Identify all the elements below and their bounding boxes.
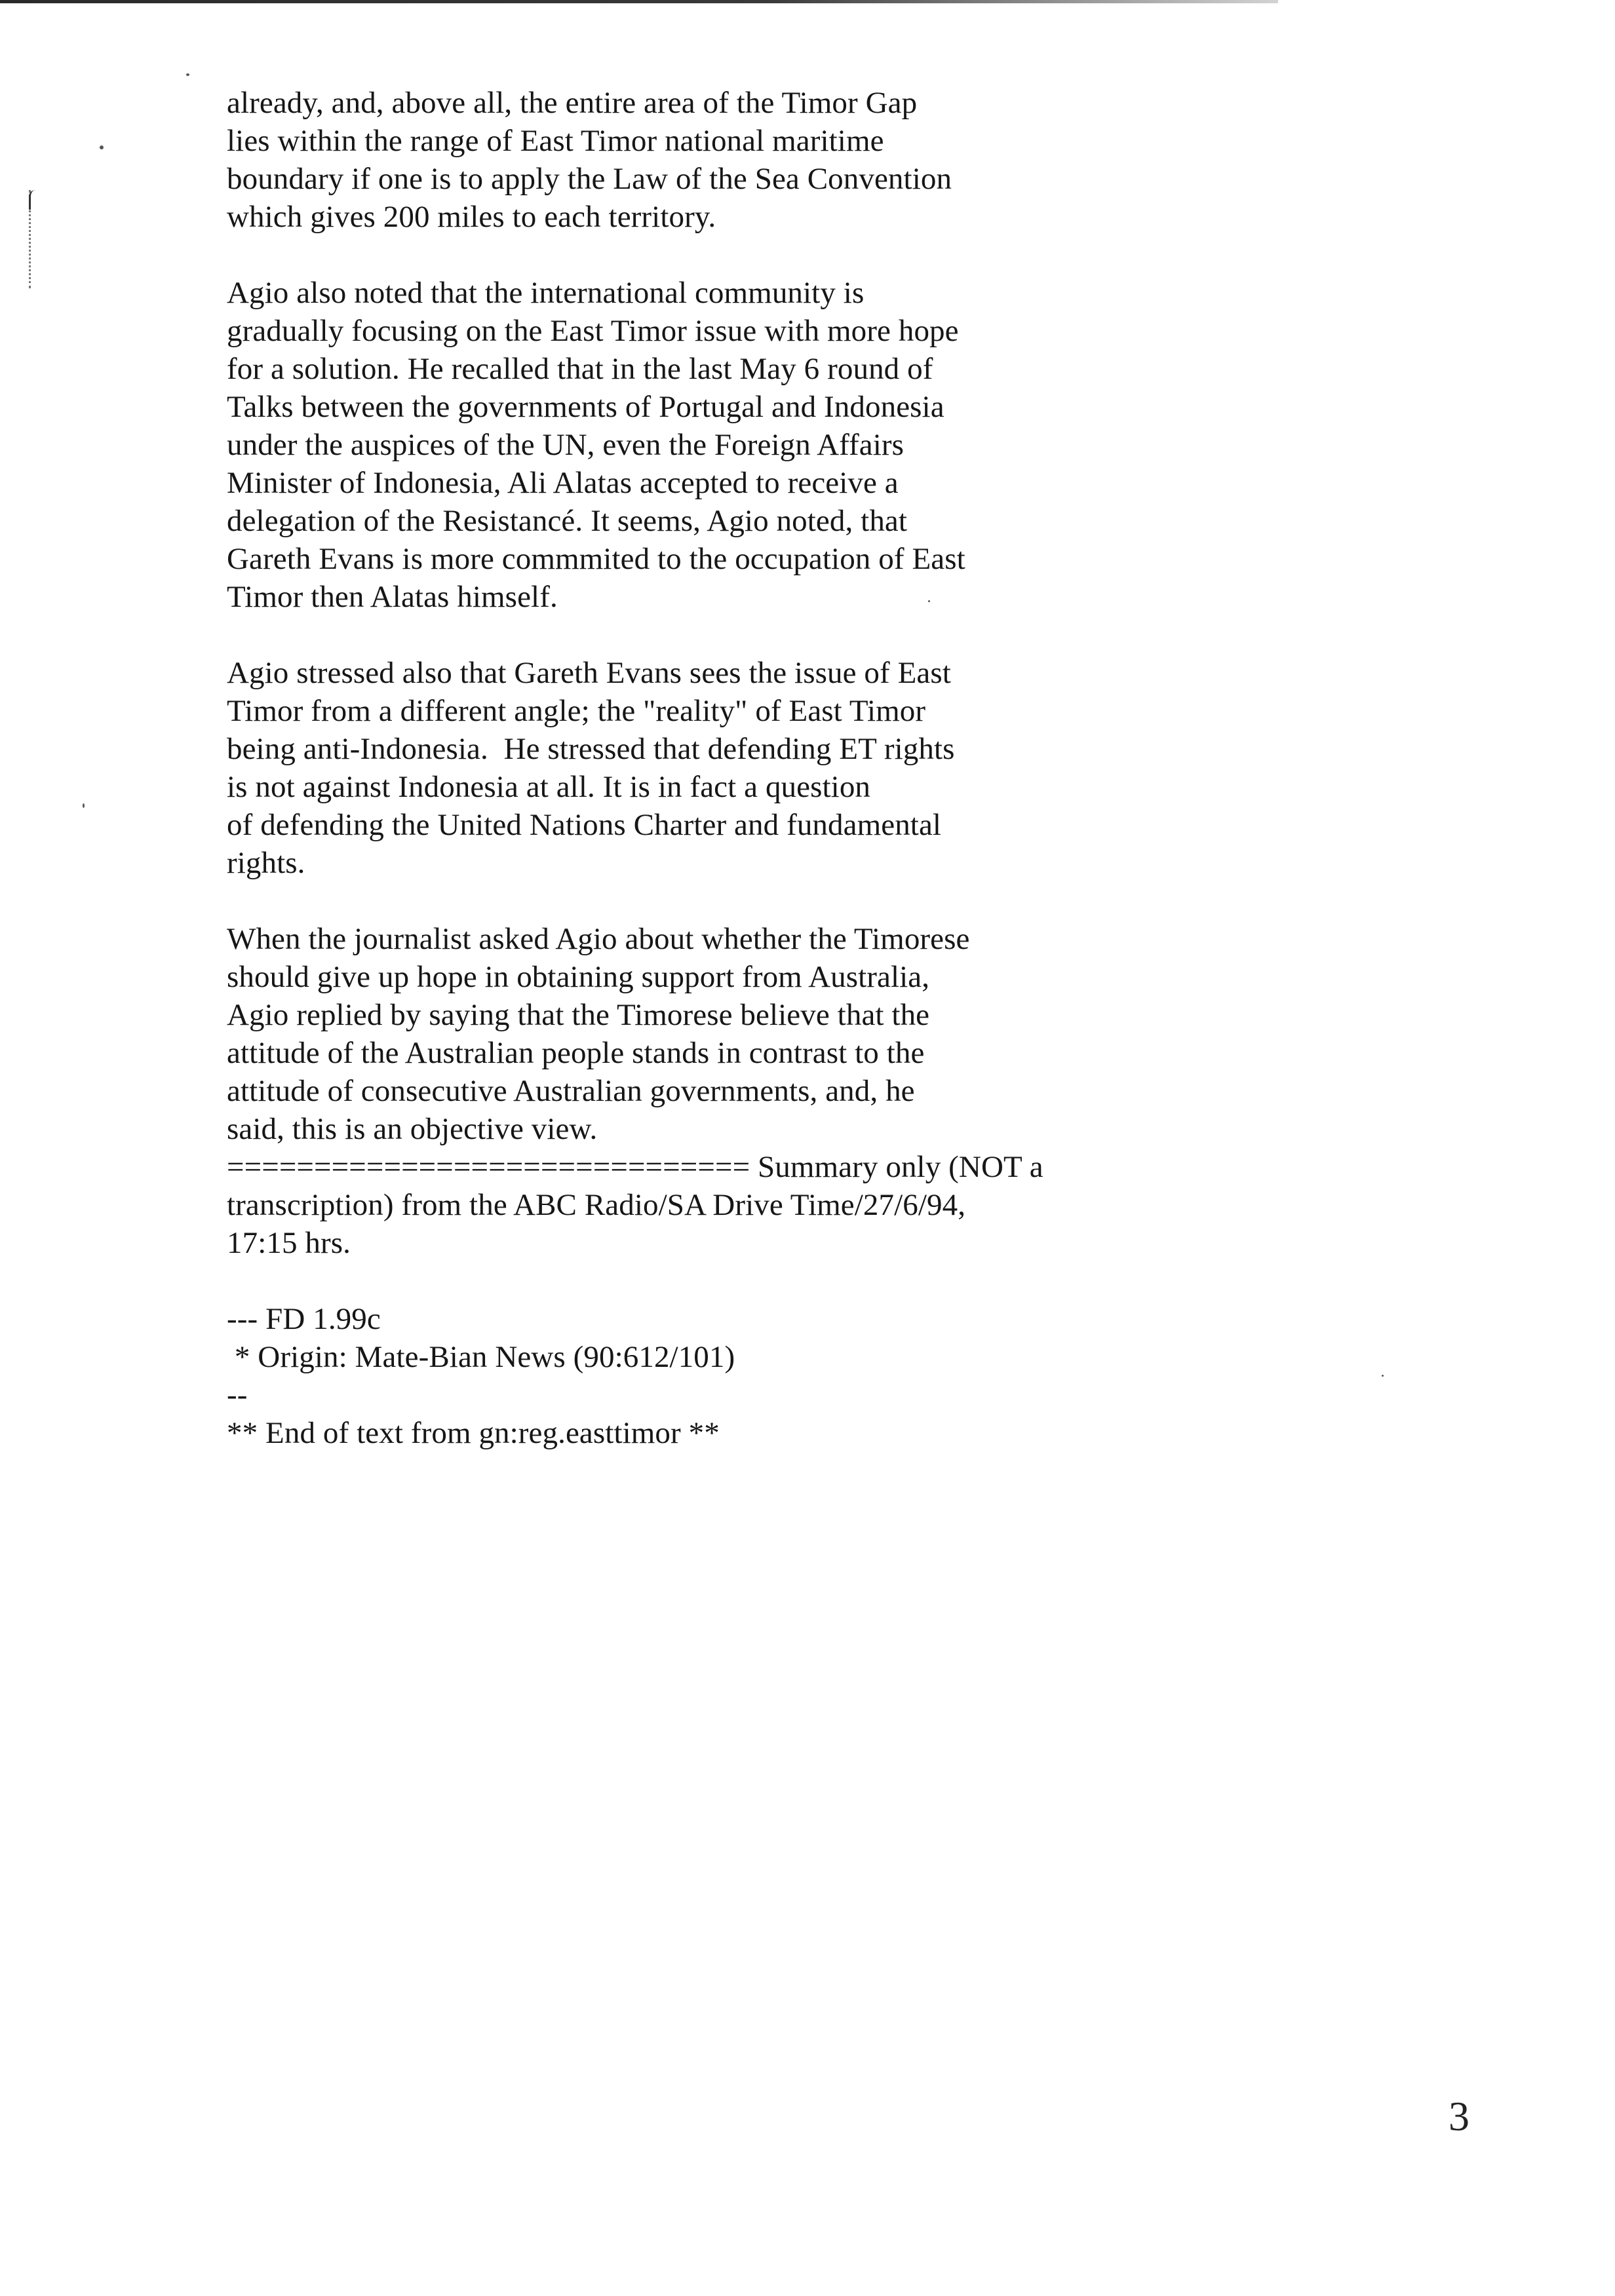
paragraph-1	[227, 84, 1210, 236]
text-line: Timor then Alatas himself.	[227, 580, 558, 614]
text-line: rights.	[227, 846, 305, 880]
text-line: lies within the range of East Timor national maritime	[227, 124, 884, 158]
footer-separator: --	[227, 1378, 248, 1412]
scan-speck	[83, 803, 85, 808]
text-line: Talks between the governments of Portugal and Indonesia	[227, 390, 944, 424]
text-line: When the journalist asked Agio about whether the Timorese	[227, 922, 970, 956]
footer-end-of-text: ** End of text from gn:reg.easttimor **	[227, 1416, 720, 1450]
footer-version: --- FD 1.99c	[227, 1302, 381, 1336]
scan-speck	[100, 145, 104, 149]
text-line: is not against Indonesia at all. It is in fact a question	[227, 770, 871, 804]
text-line: of defending the United Nations Charter and fundamental	[227, 808, 942, 842]
text-line: should give up hope in obtaining support from Australia,	[227, 960, 930, 994]
text-line: transcription) from the ABC Radio/SA Drive Time/27/6/94,	[227, 1188, 966, 1222]
summary-separator-line: ============================== Summary only (NOT a	[227, 1150, 1043, 1184]
page-number: 3	[1449, 2093, 1469, 2139]
text-line: said, this is an objective view.	[227, 1112, 598, 1146]
text-line: Timor from a different angle; the "reality" of East Timor	[227, 694, 926, 728]
text-line: Agio also noted that the international community is	[227, 276, 865, 310]
text-line: which gives 200 miles to each territory.	[227, 200, 716, 234]
top-rule	[0, 0, 1278, 3]
text-line: attitude of the Australian people stands in contrast to the	[227, 1036, 925, 1070]
text-line: attitude of consecutive Australian governments, and, he	[227, 1074, 915, 1108]
scan-speck	[186, 73, 189, 76]
summary-note	[227, 1148, 1210, 1262]
margin-mark	[29, 190, 40, 288]
text-line: Gareth Evans is more commmited to the occupation of East	[227, 542, 965, 576]
text-line: under the auspices of the UN, even the Foreign Affairs	[227, 428, 905, 462]
text-line: 17:15 hrs.	[227, 1226, 351, 1260]
paragraph-3	[227, 654, 1210, 882]
text-line: boundary if one is to apply the Law of the Sea Convention	[227, 162, 952, 196]
text-line: gradually focusing on the East Timor issue with more hope	[227, 314, 959, 348]
paragraph-4	[227, 920, 1210, 1148]
text-line: already, and, above all, the entire area of the Timor Gap	[227, 86, 918, 120]
scan-speck	[1382, 1375, 1384, 1377]
text-line: Minister of Indonesia, Ali Alatas accepted to receive a	[227, 466, 899, 500]
message-footer	[227, 1300, 1210, 1452]
text-line: for a solution. He recalled that in the last May 6 round of	[227, 352, 933, 386]
text-line: being anti-Indonesia. He stressed that defending ET rights	[227, 732, 955, 766]
text-line: Agio replied by saying that the Timorese believe that the	[227, 998, 930, 1032]
footer-origin: * Origin: Mate-Bian News (90:612/101)	[227, 1340, 735, 1374]
paragraph-2	[227, 274, 1210, 616]
document-body	[227, 84, 1210, 1452]
text-line: delegation of the Resistancé. It seems, Agio noted, that	[227, 504, 908, 538]
text-line: Agio stressed also that Gareth Evans sees the issue of East	[227, 656, 951, 690]
